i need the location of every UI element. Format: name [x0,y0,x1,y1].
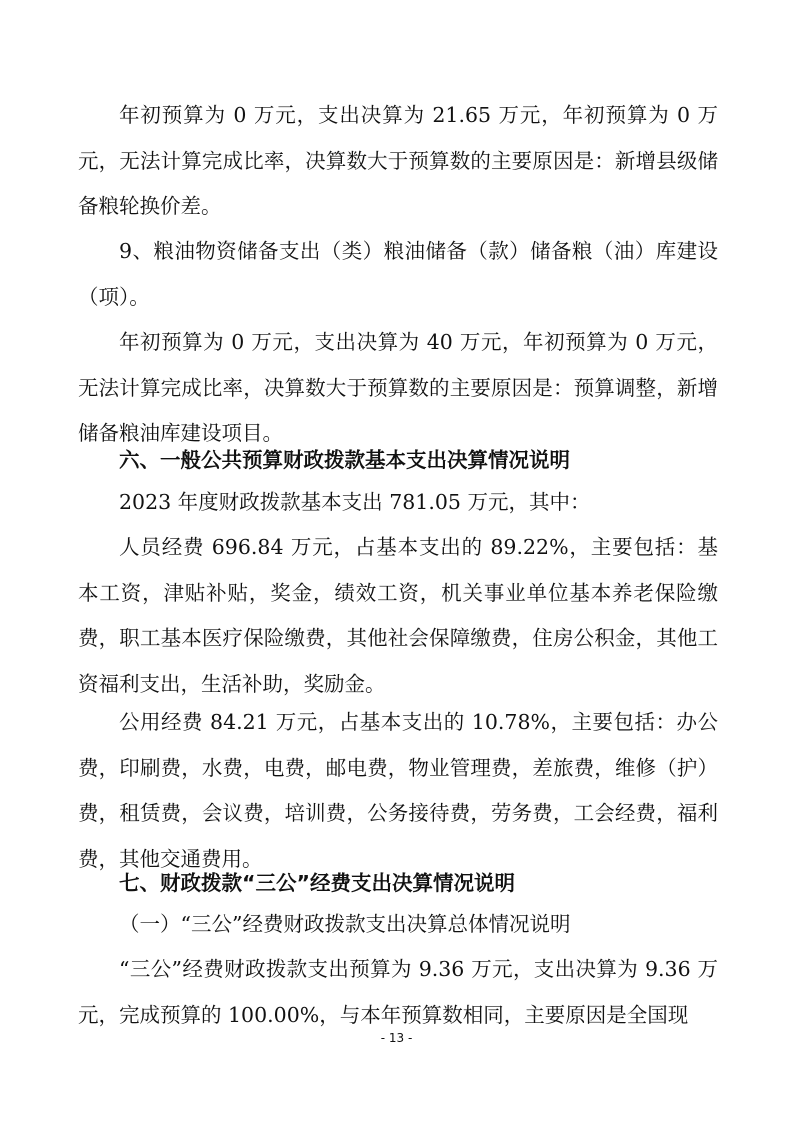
section-heading-6: 六、一般公共预算财政拨款基本支出决算情况说明 [119,448,570,472]
paragraph-three-public-expenses: “三公”经费财政拨款支出预算为 9.36 万元，支出决算为 9.36 万元，完成预算的 100.00%，与本年预算数相同，主要原因是全国现 [78,957,718,1027]
section-heading-7: 七、财政拨款“三公”经费支出决算情况说明 [119,871,515,895]
page-number: - 13 - [380,1031,413,1045]
paragraph-public-expenses: 公用经费 84.21 万元，占基本支出的 10.78%，主要包括：办公费，印刷费，水费，电费，邮电费，物业管理费，差旅费，维修（护）费，租赁费，会议费，培训费，公务接待费，劳务费，工会经费，福利费，其他交通费用。 [78,710,718,871]
paragraph-personnel-expenses: 人员经费 696.84 万元，占基本支出的 89.22%，主要包括：基本工资，津贴补贴，奖金，绩效工资，机关事业单位基本养老保险缴费，职工基本医疗保险缴费，其他社会保障缴费，住房公积金，其他工资福利支出，生活补助，奖励金。 [78,535,718,696]
paragraph-item-9-heading: 9、粮油物资储备支出（类）粮油储备（款）储备粮（油）库建设（项）。 [78,239,718,309]
paragraph-storage-construction: 年初预算为 0 万元，支出决算为 40 万元，年初预算为 0 万元，无法计算完成比率，决算数大于预算数的主要原因是：预算调整，新增储备粮油库建设项目。 [78,330,718,445]
subsection-heading-1: （一）“三公”经费财政拨款支出决算总体情况说明 [119,912,571,936]
paragraph-grain-rotation: 年初预算为 0 万元，支出决算为 21.65 万元，年初预算为 0 万元，无法计算完成比率，决算数大于预算数的主要原因是：新增县级储备粮轮换价差。 [78,103,718,218]
paragraph-basic-expenditure-total: 2023 年度财政拨款基本支出 781.05 万元，其中： [119,490,591,514]
